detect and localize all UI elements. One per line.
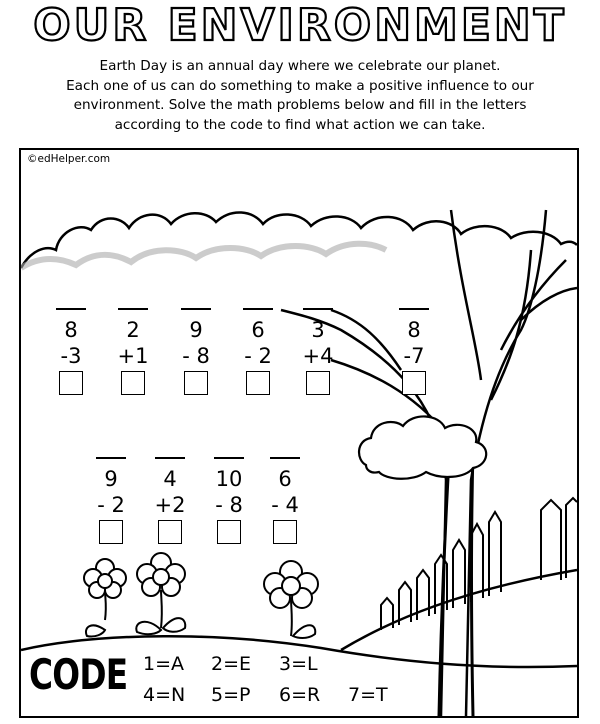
answer-box[interactable] xyxy=(59,371,83,395)
problem-bottom: +4 xyxy=(302,344,334,368)
problem-bottom: - 8 xyxy=(215,493,243,517)
code-label: CODE xyxy=(29,650,128,699)
problem-bar xyxy=(118,308,148,310)
flower-2 xyxy=(136,553,185,634)
problem-bottom: - 2 xyxy=(97,493,125,517)
problem-bar xyxy=(214,457,244,459)
problem-bar xyxy=(270,457,300,459)
problem-bottom: -3 xyxy=(60,344,82,368)
problem-bottom: -7 xyxy=(403,344,425,368)
math-problem xyxy=(49,308,93,395)
flower-3 xyxy=(264,561,318,638)
canopy-outline xyxy=(21,212,577,268)
math-problem xyxy=(148,457,192,544)
answer-box[interactable] xyxy=(99,520,123,544)
problem-bar xyxy=(399,308,429,310)
problem-top: 8 xyxy=(64,318,78,342)
problem-bottom: - 2 xyxy=(244,344,272,368)
code-item: 4=N xyxy=(143,684,186,706)
math-problem xyxy=(236,308,280,395)
flower-1 xyxy=(84,559,126,637)
problem-bottom: +2 xyxy=(154,493,186,517)
problem-top: 4 xyxy=(163,467,177,491)
scene-illustration xyxy=(21,150,577,716)
problem-bar xyxy=(96,457,126,459)
fence xyxy=(381,498,577,630)
math-problem xyxy=(111,308,155,395)
code-item: 2=E xyxy=(211,653,252,675)
problem-top: 9 xyxy=(104,467,118,491)
problem-bar xyxy=(56,308,86,310)
math-problem xyxy=(263,457,307,544)
canopy-shade xyxy=(21,244,386,268)
code-item: 5=P xyxy=(211,684,251,706)
intro-line: Each one of us can do something to make a positive influence to our xyxy=(66,77,534,94)
math-problem xyxy=(207,457,251,544)
problem-top: 9 xyxy=(189,318,203,342)
problem-top: 10 xyxy=(215,467,243,491)
math-problem xyxy=(392,308,436,395)
answer-box[interactable] xyxy=(273,520,297,544)
answer-box[interactable] xyxy=(184,371,208,395)
intro-line: according to the code to find what action we can take. xyxy=(114,116,486,133)
answer-box[interactable] xyxy=(121,371,145,395)
problem-bar xyxy=(181,308,211,310)
hill-back xyxy=(341,570,577,650)
intro-line: environment. Solve the math problems below and fill in the letters xyxy=(73,97,527,113)
code-item: 7=T xyxy=(348,684,388,706)
problem-top: 6 xyxy=(251,318,265,342)
answer-box[interactable] xyxy=(158,520,182,544)
problem-bar xyxy=(303,308,333,310)
cloud xyxy=(359,416,486,478)
code-item: 1=A xyxy=(143,653,185,675)
copyright-label: ©edHelper.com xyxy=(27,153,111,165)
answer-box[interactable] xyxy=(246,371,270,395)
activity-frame xyxy=(19,148,579,718)
math-problem xyxy=(89,457,133,544)
intro-line: Earth Day is an annual day where we celebrate our planet. xyxy=(99,58,501,74)
problem-top: 6 xyxy=(278,467,292,491)
problem-bar xyxy=(243,308,273,310)
problem-bottom: - 8 xyxy=(182,344,210,368)
math-problem xyxy=(296,308,340,395)
problem-top: 2 xyxy=(126,318,140,342)
code-item: 3=L xyxy=(279,653,318,675)
math-problem xyxy=(174,308,218,395)
answer-box[interactable] xyxy=(402,371,426,395)
problem-top: 8 xyxy=(407,318,421,342)
intro-text xyxy=(0,57,600,135)
worksheet-title: OUR ENVIRONMENT xyxy=(33,0,567,51)
answer-box[interactable] xyxy=(306,371,330,395)
answer-box[interactable] xyxy=(217,520,241,544)
problem-top: 3 xyxy=(311,318,325,342)
code-item: 6=R xyxy=(279,684,321,706)
problem-bottom: - 4 xyxy=(271,493,299,517)
problem-bar xyxy=(155,457,185,459)
problem-bottom: +1 xyxy=(117,344,149,368)
